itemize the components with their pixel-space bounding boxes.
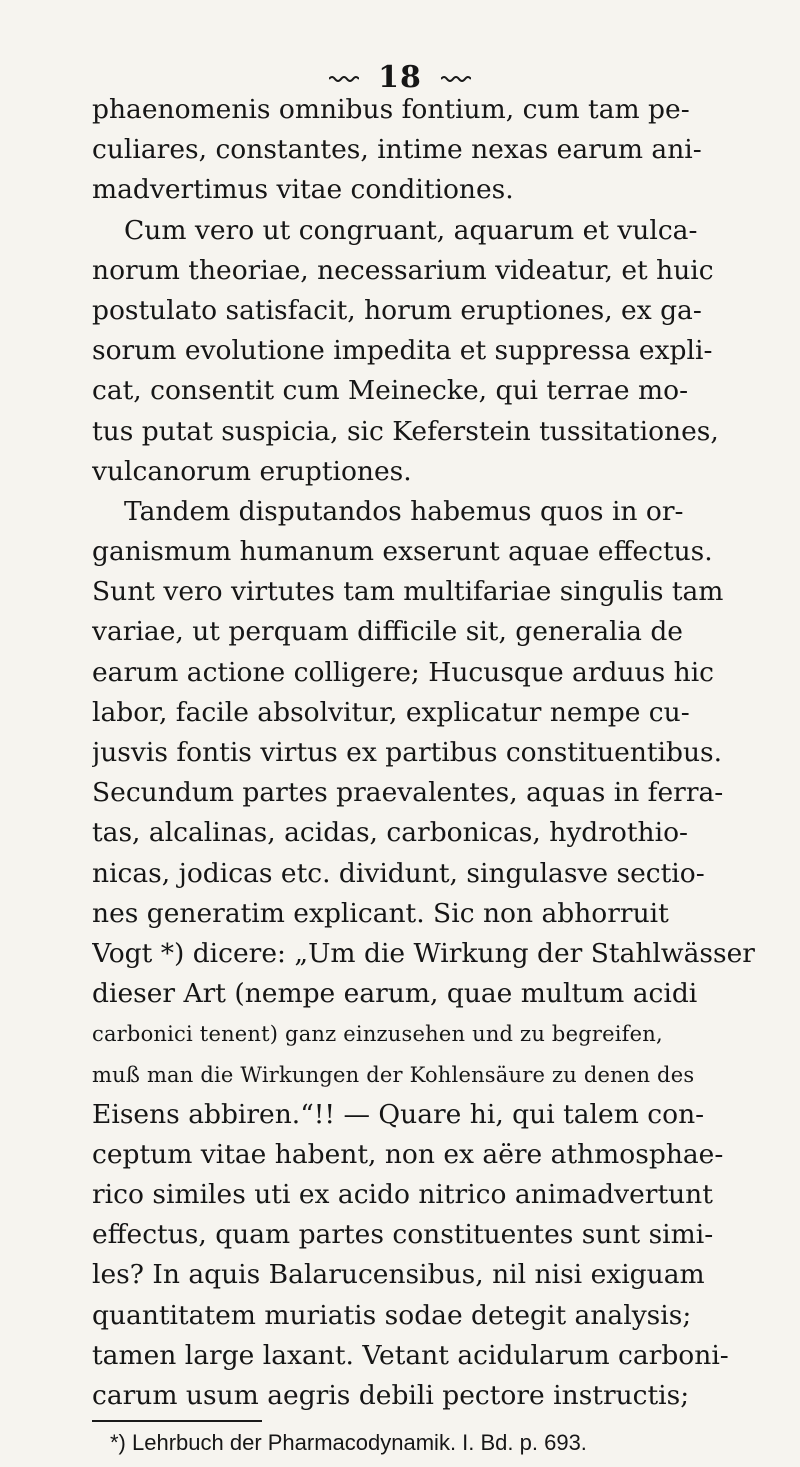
text-line: muß man die Wirkungen der Kohlensäure zu denen des <box>92 1062 695 1087</box>
text-line: tus putat suspicia, sic Keferstein tussitationes, <box>92 415 719 447</box>
text-line: madvertimus vitae conditiones. <box>92 174 514 206</box>
text-line: carum usum aegris debili pectore instructis; <box>92 1380 690 1411</box>
text-line: sorum evolutione impedita et suppressa expli- <box>92 335 713 367</box>
text-line: Vogt *) dicere: „Um die Wirkung der Stahlwässer <box>92 937 755 969</box>
right-ornament-icon <box>441 75 471 83</box>
text-line: ganismum humanum exserunt aquae effectus. <box>92 536 713 568</box>
text-line: postulato satisfacit, horum eruptiones, ex ga- <box>92 294 702 326</box>
body-text <box>92 90 772 1416</box>
text-line: rico similes uti ex acido nitrico animadvertunt <box>92 1179 713 1211</box>
text-line: ceptum vitae habent, non ex aëre athmosphae- <box>92 1138 724 1170</box>
page-number: 18 <box>378 60 422 95</box>
text-line: labor, facile absolvitur, explicatur nempe cu- <box>92 696 690 728</box>
text-line: phaenomenis omnibus fontium, cum tam pe- <box>92 94 690 125</box>
text-line: Sunt vero virtutes tam multifariae singulis tam <box>92 576 724 608</box>
text-line: effectus, quam partes constituentes sunt simi- <box>92 1219 714 1251</box>
text-line: norum theoriae, necessarium videatur, et huic <box>92 254 714 286</box>
text-line: Tandem disputandos habemus quos in or- <box>124 495 684 527</box>
text-line: tamen large laxant. Vetant acidularum carboni- <box>92 1339 729 1371</box>
text-line: carbonici tenent) ganz einzusehen und zu begreifen, <box>92 1022 663 1047</box>
text-line: Eisens abbiren.“!! — Quare hi, qui talem con- <box>92 1098 705 1130</box>
text-line: vulcanorum eruptiones. <box>92 455 412 487</box>
text-line: quantitatem muriatis sodae detegit analysis; <box>92 1299 692 1331</box>
text-line: Secundum partes praevalentes, aquas in ferra- <box>92 777 724 809</box>
text-line: tas, alcalinas, acidas, carbonicas, hydrothio- <box>92 817 688 849</box>
text-line: nes generatim explicant. Sic non abhorruit <box>92 897 669 929</box>
footnote: *) Lehrbuch der Pharmacodynamik. I. Bd. p. 693. <box>110 1430 587 1455</box>
text-line: culiares, constantes, intime nexas earum ani- <box>92 134 702 166</box>
text-line: Cum vero ut congruant, aquarum et vulca- <box>124 214 698 246</box>
left-ornament-icon <box>329 75 359 83</box>
text-line: jusvis fontis virtus ex partibus constituentibus. <box>92 737 723 768</box>
text-line: earum actione colligere; Hucusque arduus hic <box>92 656 715 688</box>
text-line: nicas, jodicas etc. dividunt, singulasve sectio- <box>92 857 705 889</box>
footnote-divider <box>92 1420 262 1422</box>
text-line: les? In aquis Balarucensibus, nil nisi exiguam <box>92 1259 705 1291</box>
text-line: cat, consentit cum Meinecke, qui terrae mo- <box>92 375 689 407</box>
text-line: variae, ut perquam difficile sit, generalia de <box>92 616 683 648</box>
text-line: dieser Art (nempe earum, quae multum acidi <box>92 978 698 1010</box>
